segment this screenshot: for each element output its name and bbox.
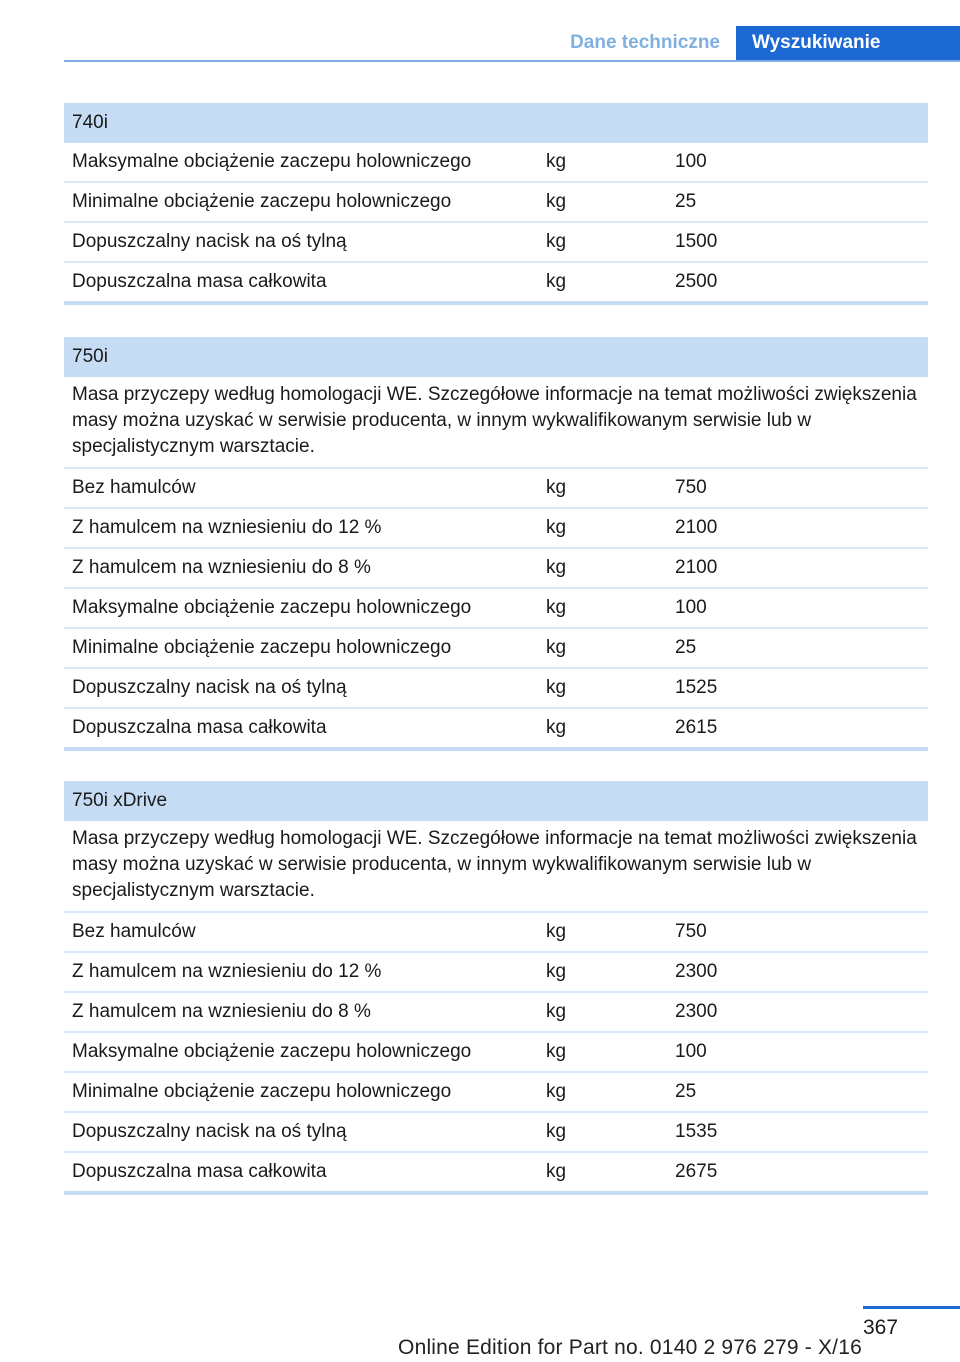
table-row xyxy=(64,143,928,183)
page-number: 367 xyxy=(863,1316,899,1339)
row-value: 25 xyxy=(675,191,697,212)
table-row xyxy=(64,549,928,589)
table-row xyxy=(64,183,928,223)
table-row xyxy=(64,669,928,709)
row-label: Z hamulcem na wzniesieniu do 8 % xyxy=(72,1001,371,1022)
row-unit: kg xyxy=(546,637,567,658)
row-label: Maksymalne obciążenie zaczepu holowniczego xyxy=(72,597,472,618)
row-unit: kg xyxy=(546,1121,567,1142)
table-row xyxy=(64,1033,928,1073)
row-label: Maksymalne obciążenie zaczepu holowniczego xyxy=(72,1041,472,1062)
row-value: 100 xyxy=(675,151,707,172)
row-value: 1525 xyxy=(675,677,718,698)
row-unit: kg xyxy=(546,557,567,578)
row-value: 2100 xyxy=(675,517,718,538)
row-value: 100 xyxy=(675,1041,707,1062)
row-unit: kg xyxy=(546,151,567,172)
table-note: Masa przyczepy według homologacji WE. Szczegółowe informacje na temat możliwości zwiększenia masy można uzyskać w serwisie producenta, w innym wykwalifikowanym serwisie lub w specjalistycznym warsztacie. xyxy=(64,377,928,469)
table-row xyxy=(64,1153,928,1195)
row-unit: kg xyxy=(546,477,567,498)
row-unit: kg xyxy=(546,1161,567,1182)
table-row xyxy=(64,223,928,263)
row-label: Dopuszczalna masa całkowita xyxy=(72,717,327,738)
row-unit: kg xyxy=(546,271,567,292)
row-value: 2615 xyxy=(675,717,718,738)
header-tab-section[interactable]: Dane techniczne xyxy=(570,32,720,53)
table-row xyxy=(64,993,928,1033)
row-label: Dopuszczalna masa całkowita xyxy=(72,271,327,292)
row-unit: kg xyxy=(546,921,567,942)
row-label: Minimalne obciążenie zaczepu holowniczego xyxy=(72,1081,452,1102)
row-label: Bez hamulców xyxy=(72,477,196,498)
row-value: 100 xyxy=(675,597,707,618)
table-row xyxy=(64,263,928,305)
row-unit: kg xyxy=(546,1041,567,1062)
row-unit: kg xyxy=(546,677,567,698)
row-unit: kg xyxy=(546,231,567,252)
table-row xyxy=(64,1073,928,1113)
edition-text: Online Edition for Part no. 0140 2 976 279 - X/16 xyxy=(398,1336,862,1359)
row-label: Dopuszczalny nacisk na oś tylną xyxy=(72,677,347,698)
row-label: Minimalne obciążenie zaczepu holowniczego xyxy=(72,637,452,658)
row-unit: kg xyxy=(546,1081,567,1102)
header-tab-active[interactable]: Wyszukiwanie xyxy=(736,26,960,61)
edition-footer xyxy=(0,1336,960,1360)
row-value: 2675 xyxy=(675,1161,718,1182)
row-label: Dopuszczalny nacisk na oś tylną xyxy=(72,231,347,252)
row-unit: kg xyxy=(546,597,567,618)
row-label: Bez hamulców xyxy=(72,921,196,942)
row-label: Z hamulcem na wzniesieniu do 8 % xyxy=(72,557,371,578)
row-unit: kg xyxy=(546,961,567,982)
row-label: Dopuszczalny nacisk na oś tylną xyxy=(72,1121,347,1142)
table-title: 750i xDrive xyxy=(64,781,928,821)
row-value: 2300 xyxy=(675,961,718,982)
row-unit: kg xyxy=(546,191,567,212)
row-unit: kg xyxy=(546,1001,567,1022)
spec-table-750i xyxy=(64,337,928,751)
table-row xyxy=(64,629,928,669)
row-value: 2500 xyxy=(675,271,718,292)
row-label: Minimalne obciążenie zaczepu holowniczego xyxy=(72,191,452,212)
row-unit: kg xyxy=(546,517,567,538)
header-divider xyxy=(64,60,960,62)
row-value: 25 xyxy=(675,1081,697,1102)
table-row xyxy=(64,709,928,751)
table-note: Masa przyczepy według homologacji WE. Szczegółowe informacje na temat możliwości zwiększenia masy można uzyskać w serwisie producenta, w innym wykwalifikowanym serwisie lub w specjalistycznym warsztacie. xyxy=(64,821,928,913)
spec-table-750i-xdrive xyxy=(64,781,928,1195)
table-row xyxy=(64,953,928,993)
row-value: 750 xyxy=(675,921,707,942)
table-title: 750i xyxy=(64,337,928,377)
row-label: Z hamulcem na wzniesieniu do 12 % xyxy=(72,517,382,538)
table-title: 740i xyxy=(64,103,928,143)
row-value: 1535 xyxy=(675,1121,718,1142)
row-value: 750 xyxy=(675,477,707,498)
footer-accent-line xyxy=(863,1306,960,1309)
row-unit: kg xyxy=(546,717,567,738)
table-row xyxy=(64,589,928,629)
row-label: Z hamulcem na wzniesieniu do 12 % xyxy=(72,961,382,982)
table-row xyxy=(64,509,928,549)
row-label: Dopuszczalna masa całkowita xyxy=(72,1161,327,1182)
row-value: 25 xyxy=(675,637,697,658)
table-row xyxy=(64,1113,928,1153)
row-value: 2300 xyxy=(675,1001,718,1022)
row-label: Maksymalne obciążenie zaczepu holowniczego xyxy=(72,151,472,172)
spec-table-740i xyxy=(64,103,928,305)
table-row xyxy=(64,469,928,509)
row-value: 2100 xyxy=(675,557,718,578)
row-value: 1500 xyxy=(675,231,718,252)
table-row xyxy=(64,913,928,953)
